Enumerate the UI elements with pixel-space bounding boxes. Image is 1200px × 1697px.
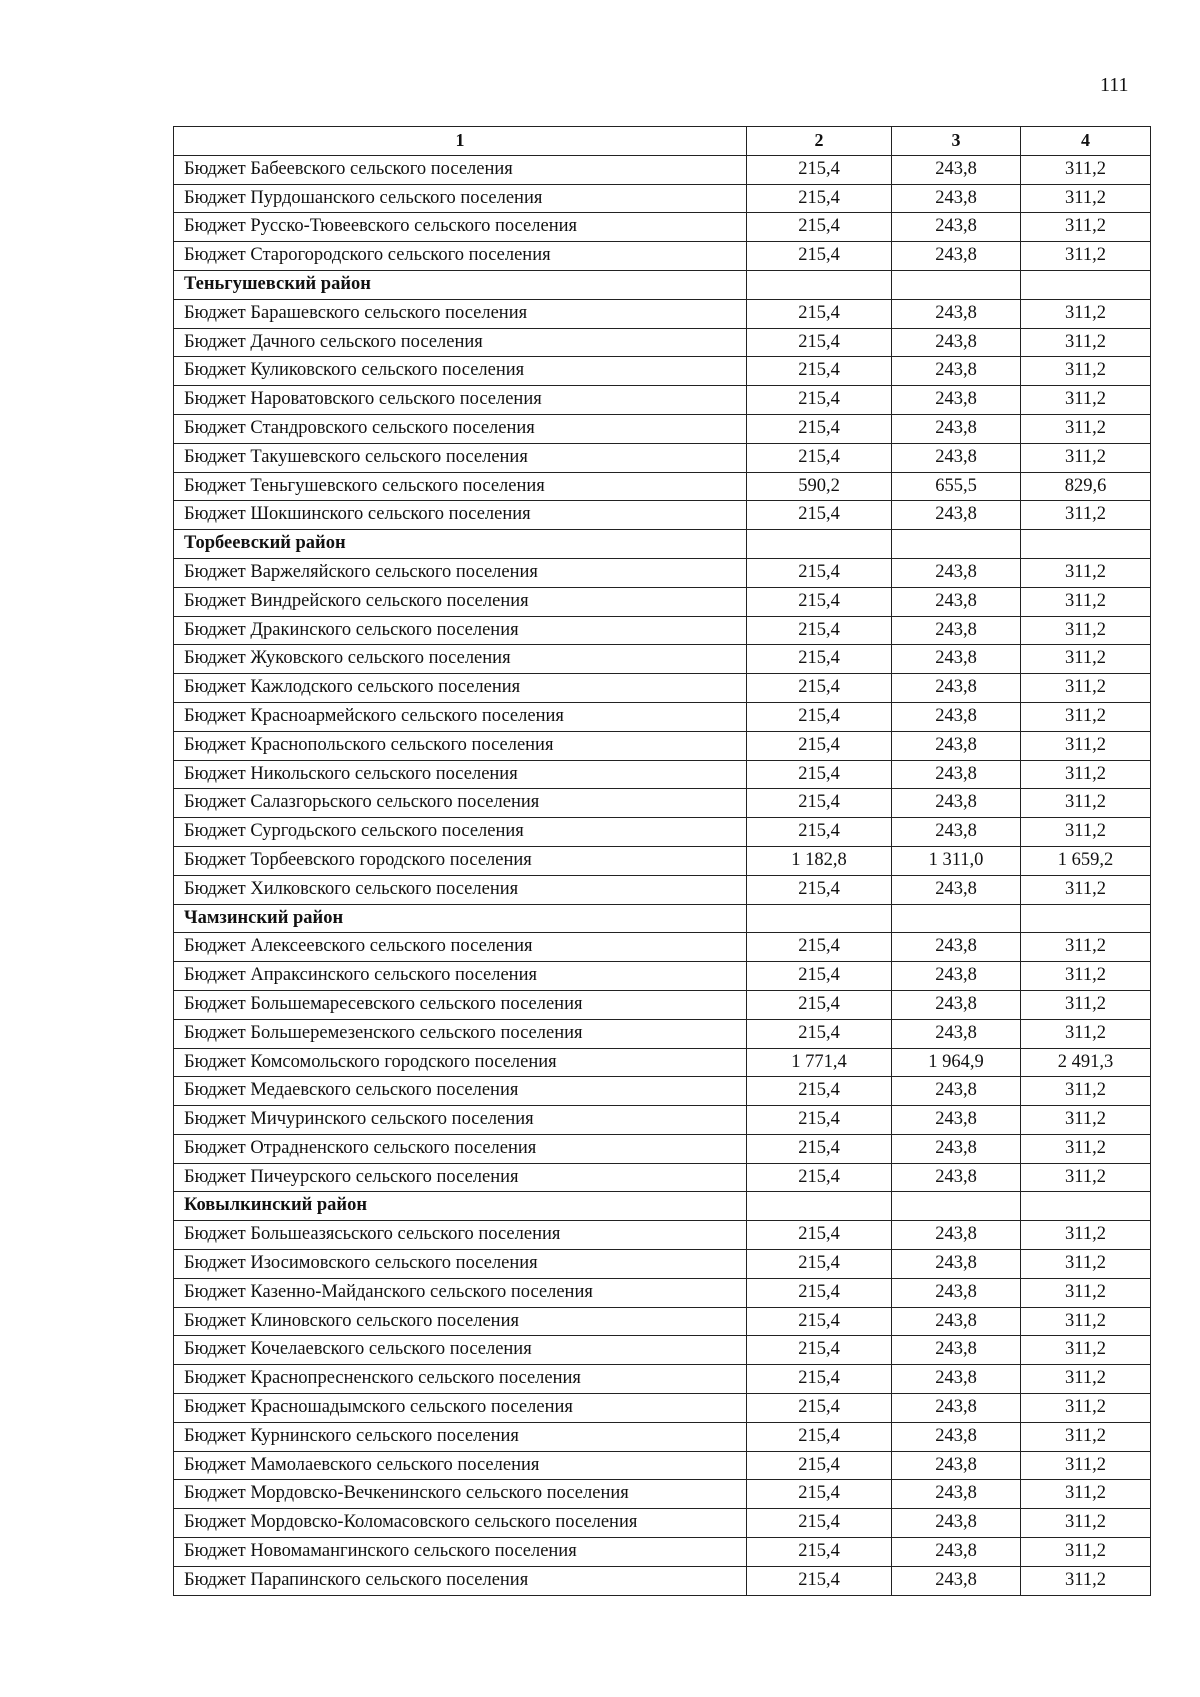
value-col-4-cell: 829,6 bbox=[1021, 472, 1151, 501]
table-row bbox=[174, 1250, 1151, 1279]
row-name-cell: Бюджет Старогородского сельского поселения bbox=[174, 242, 747, 271]
value-col-4-cell: 311,2 bbox=[1021, 1394, 1151, 1423]
value-col-2-cell bbox=[747, 904, 892, 933]
row-name-cell: Бюджет Комсомольского городского поселения bbox=[174, 1048, 747, 1077]
row-name-cell: Бюджет Казенно-Майданского сельского поселения bbox=[174, 1278, 747, 1307]
row-name-cell: Бюджет Дачного сельского поселения bbox=[174, 328, 747, 357]
table-row bbox=[174, 674, 1151, 703]
value-col-3-cell: 243,8 bbox=[892, 1336, 1021, 1365]
column-header-2: 2 bbox=[747, 127, 892, 156]
table-row bbox=[174, 1221, 1151, 1250]
value-col-2-cell: 215,4 bbox=[747, 242, 892, 271]
value-col-4-cell: 311,2 bbox=[1021, 242, 1151, 271]
value-col-3-cell: 655,5 bbox=[892, 472, 1021, 501]
value-col-3-cell: 243,8 bbox=[892, 299, 1021, 328]
table-row bbox=[174, 990, 1151, 1019]
value-col-2-cell: 1 182,8 bbox=[747, 846, 892, 875]
table-row bbox=[174, 357, 1151, 386]
value-col-3-cell: 243,8 bbox=[892, 501, 1021, 530]
value-col-4-cell: 311,2 bbox=[1021, 1250, 1151, 1279]
row-name-cell: Бюджет Хилковского сельского поселения bbox=[174, 875, 747, 904]
row-name-cell: Бюджет Изосимовского сельского поселения bbox=[174, 1250, 747, 1279]
value-col-3-cell bbox=[892, 530, 1021, 559]
table-row bbox=[174, 1077, 1151, 1106]
table-row bbox=[174, 242, 1151, 271]
value-col-4-cell bbox=[1021, 270, 1151, 299]
value-col-2-cell: 215,4 bbox=[747, 875, 892, 904]
value-col-4-cell: 311,2 bbox=[1021, 962, 1151, 991]
value-col-2-cell: 215,4 bbox=[747, 616, 892, 645]
table-row bbox=[174, 443, 1151, 472]
table-row bbox=[174, 1451, 1151, 1480]
value-col-2-cell: 215,4 bbox=[747, 1566, 892, 1595]
value-col-4-cell: 311,2 bbox=[1021, 789, 1151, 818]
budget-table bbox=[173, 126, 1151, 1596]
table-row bbox=[174, 213, 1151, 242]
row-name-cell: Бюджет Такушевского сельского поселения bbox=[174, 443, 747, 472]
value-col-4-cell: 311,2 bbox=[1021, 1538, 1151, 1567]
table-row bbox=[174, 731, 1151, 760]
value-col-3-cell: 243,8 bbox=[892, 1106, 1021, 1135]
table-row bbox=[174, 933, 1151, 962]
value-col-2-cell: 215,4 bbox=[747, 1394, 892, 1423]
table-row bbox=[174, 299, 1151, 328]
table-row bbox=[174, 1134, 1151, 1163]
row-name-cell: Торбеевский район bbox=[174, 530, 747, 559]
table-row bbox=[174, 328, 1151, 357]
value-col-2-cell: 215,4 bbox=[747, 1077, 892, 1106]
table-row bbox=[174, 1566, 1151, 1595]
value-col-3-cell: 243,8 bbox=[892, 1307, 1021, 1336]
value-col-2-cell: 215,4 bbox=[747, 328, 892, 357]
row-name-cell: Бюджет Мордовско-Вечкенинского сельского поселения bbox=[174, 1480, 747, 1509]
value-col-2-cell: 215,4 bbox=[747, 789, 892, 818]
value-col-3-cell: 243,8 bbox=[892, 1394, 1021, 1423]
value-col-4-cell: 311,2 bbox=[1021, 1336, 1151, 1365]
value-col-2-cell: 215,4 bbox=[747, 760, 892, 789]
value-col-4-cell: 311,2 bbox=[1021, 299, 1151, 328]
value-col-3-cell: 243,8 bbox=[892, 1163, 1021, 1192]
value-col-3-cell: 243,8 bbox=[892, 1480, 1021, 1509]
district-heading-row bbox=[174, 1192, 1151, 1221]
value-col-4-cell: 311,2 bbox=[1021, 875, 1151, 904]
value-col-2-cell: 215,4 bbox=[747, 990, 892, 1019]
value-col-4-cell: 311,2 bbox=[1021, 702, 1151, 731]
table-row bbox=[174, 1336, 1151, 1365]
value-col-2-cell: 215,4 bbox=[747, 818, 892, 847]
row-name-cell: Бюджет Мамолаевского сельского поселения bbox=[174, 1451, 747, 1480]
table-row bbox=[174, 789, 1151, 818]
value-col-3-cell: 243,8 bbox=[892, 1422, 1021, 1451]
value-col-2-cell: 215,4 bbox=[747, 1509, 892, 1538]
row-name-cell: Бюджет Большемаресевского сельского поселения bbox=[174, 990, 747, 1019]
value-col-3-cell: 243,8 bbox=[892, 1250, 1021, 1279]
table-row bbox=[174, 1480, 1151, 1509]
value-col-3-cell: 243,8 bbox=[892, 558, 1021, 587]
column-header-4: 4 bbox=[1021, 127, 1151, 156]
table-row bbox=[174, 558, 1151, 587]
value-col-4-cell: 311,2 bbox=[1021, 990, 1151, 1019]
row-name-cell: Бюджет Курнинского сельского поселения bbox=[174, 1422, 747, 1451]
value-col-3-cell: 243,8 bbox=[892, 760, 1021, 789]
row-name-cell: Чамзинский район bbox=[174, 904, 747, 933]
value-col-3-cell: 243,8 bbox=[892, 616, 1021, 645]
row-name-cell: Бюджет Клиновского сельского поселения bbox=[174, 1307, 747, 1336]
value-col-3-cell: 243,8 bbox=[892, 1365, 1021, 1394]
value-col-3-cell bbox=[892, 270, 1021, 299]
value-col-2-cell: 215,4 bbox=[747, 1538, 892, 1567]
value-col-4-cell: 311,2 bbox=[1021, 386, 1151, 415]
table-row bbox=[174, 760, 1151, 789]
row-name-cell: Бюджет Стандровского сельского поселения bbox=[174, 414, 747, 443]
row-name-cell: Бюджет Медаевского сельского поселения bbox=[174, 1077, 747, 1106]
value-col-3-cell: 243,8 bbox=[892, 213, 1021, 242]
row-name-cell: Бюджет Бабеевского сельского поселения bbox=[174, 155, 747, 184]
value-col-3-cell: 243,8 bbox=[892, 674, 1021, 703]
table-row bbox=[174, 1509, 1151, 1538]
row-name-cell: Бюджет Жуковского сельского поселения bbox=[174, 645, 747, 674]
table-row bbox=[174, 184, 1151, 213]
value-col-2-cell: 215,4 bbox=[747, 587, 892, 616]
value-col-3-cell: 243,8 bbox=[892, 1509, 1021, 1538]
row-name-cell: Бюджет Салазгорьского сельского поселения bbox=[174, 789, 747, 818]
value-col-3-cell: 243,8 bbox=[892, 328, 1021, 357]
value-col-2-cell bbox=[747, 270, 892, 299]
table-row bbox=[174, 818, 1151, 847]
value-col-4-cell: 311,2 bbox=[1021, 933, 1151, 962]
value-col-3-cell: 243,8 bbox=[892, 1278, 1021, 1307]
row-name-cell: Бюджет Апраксинского сельского поселения bbox=[174, 962, 747, 991]
row-name-cell: Бюджет Виндрейского сельского поселения bbox=[174, 587, 747, 616]
value-col-4-cell: 311,2 bbox=[1021, 414, 1151, 443]
value-col-2-cell bbox=[747, 530, 892, 559]
value-col-4-cell: 311,2 bbox=[1021, 1163, 1151, 1192]
row-name-cell: Бюджет Мичуринского сельского поселения bbox=[174, 1106, 747, 1135]
value-col-3-cell: 243,8 bbox=[892, 1451, 1021, 1480]
value-col-2-cell: 215,4 bbox=[747, 962, 892, 991]
table-row bbox=[174, 1394, 1151, 1423]
table-row bbox=[174, 472, 1151, 501]
value-col-3-cell: 243,8 bbox=[892, 414, 1021, 443]
value-col-4-cell: 311,2 bbox=[1021, 1566, 1151, 1595]
row-name-cell: Бюджет Торбеевского городского поселения bbox=[174, 846, 747, 875]
value-col-4-cell: 311,2 bbox=[1021, 1278, 1151, 1307]
table-row bbox=[174, 1538, 1151, 1567]
row-name-cell: Бюджет Кочелаевского сельского поселения bbox=[174, 1336, 747, 1365]
table-row bbox=[174, 1048, 1151, 1077]
value-col-3-cell bbox=[892, 904, 1021, 933]
row-name-cell: Ковылкинский район bbox=[174, 1192, 747, 1221]
value-col-4-cell: 311,2 bbox=[1021, 1451, 1151, 1480]
table-row bbox=[174, 645, 1151, 674]
value-col-4-cell: 311,2 bbox=[1021, 731, 1151, 760]
page-number: 111 bbox=[1100, 74, 1129, 96]
value-col-3-cell: 243,8 bbox=[892, 242, 1021, 271]
row-name-cell: Бюджет Мордовско-Коломасовского сельского поселения bbox=[174, 1509, 747, 1538]
value-col-3-cell: 243,8 bbox=[892, 1019, 1021, 1048]
row-name-cell: Бюджет Парапинского сельского поселения bbox=[174, 1566, 747, 1595]
value-col-4-cell: 311,2 bbox=[1021, 645, 1151, 674]
value-col-4-cell: 311,2 bbox=[1021, 587, 1151, 616]
value-col-4-cell: 311,2 bbox=[1021, 1480, 1151, 1509]
district-heading-row bbox=[174, 270, 1151, 299]
value-col-2-cell: 215,4 bbox=[747, 213, 892, 242]
row-name-cell: Бюджет Краснопресненского сельского поселения bbox=[174, 1365, 747, 1394]
table-row bbox=[174, 1278, 1151, 1307]
row-name-cell: Бюджет Сургодьского сельского поселения bbox=[174, 818, 747, 847]
value-col-4-cell: 311,2 bbox=[1021, 1509, 1151, 1538]
row-name-cell: Бюджет Варжеляйского сельского поселения bbox=[174, 558, 747, 587]
value-col-3-cell: 243,8 bbox=[892, 962, 1021, 991]
table-row bbox=[174, 1307, 1151, 1336]
value-col-2-cell: 215,4 bbox=[747, 501, 892, 530]
value-col-2-cell: 215,4 bbox=[747, 386, 892, 415]
value-col-4-cell: 311,2 bbox=[1021, 1307, 1151, 1336]
value-col-2-cell: 215,4 bbox=[747, 1307, 892, 1336]
value-col-3-cell: 243,8 bbox=[892, 1566, 1021, 1595]
value-col-3-cell: 243,8 bbox=[892, 789, 1021, 818]
row-name-cell: Бюджет Русско-Тювеевского сельского поселения bbox=[174, 213, 747, 242]
table-row bbox=[174, 587, 1151, 616]
value-col-3-cell: 243,8 bbox=[892, 1077, 1021, 1106]
value-col-2-cell: 215,4 bbox=[747, 1019, 892, 1048]
value-col-2-cell bbox=[747, 1192, 892, 1221]
value-col-2-cell: 590,2 bbox=[747, 472, 892, 501]
value-col-2-cell: 215,4 bbox=[747, 184, 892, 213]
value-col-2-cell: 215,4 bbox=[747, 155, 892, 184]
value-col-2-cell: 215,4 bbox=[747, 1336, 892, 1365]
value-col-2-cell: 215,4 bbox=[747, 558, 892, 587]
value-col-4-cell: 311,2 bbox=[1021, 213, 1151, 242]
row-name-cell: Бюджет Пурдошанского сельского поселения bbox=[174, 184, 747, 213]
value-col-4-cell: 311,2 bbox=[1021, 1077, 1151, 1106]
table-row bbox=[174, 702, 1151, 731]
value-col-4-cell: 311,2 bbox=[1021, 357, 1151, 386]
value-col-4-cell: 311,2 bbox=[1021, 501, 1151, 530]
value-col-4-cell: 311,2 bbox=[1021, 1221, 1151, 1250]
value-col-4-cell: 311,2 bbox=[1021, 760, 1151, 789]
row-name-cell: Бюджет Нароватовского сельского поселения bbox=[174, 386, 747, 415]
value-col-2-cell: 215,4 bbox=[747, 357, 892, 386]
value-col-2-cell: 215,4 bbox=[747, 443, 892, 472]
row-name-cell: Бюджет Новомамангинского сельского поселения bbox=[174, 1538, 747, 1567]
row-name-cell: Бюджет Никольского сельского поселения bbox=[174, 760, 747, 789]
row-name-cell: Теньгушевский район bbox=[174, 270, 747, 299]
table-body bbox=[174, 155, 1151, 1595]
table-row bbox=[174, 1019, 1151, 1048]
value-col-3-cell bbox=[892, 1192, 1021, 1221]
value-col-4-cell: 311,2 bbox=[1021, 328, 1151, 357]
row-name-cell: Бюджет Большеазясьского сельского поселения bbox=[174, 1221, 747, 1250]
table-row bbox=[174, 1365, 1151, 1394]
row-name-cell: Бюджет Теньгушевского сельского поселения bbox=[174, 472, 747, 501]
value-col-3-cell: 1 311,0 bbox=[892, 846, 1021, 875]
table-row bbox=[174, 846, 1151, 875]
value-col-4-cell bbox=[1021, 1192, 1151, 1221]
value-col-2-cell: 215,4 bbox=[747, 1163, 892, 1192]
value-col-3-cell: 243,8 bbox=[892, 357, 1021, 386]
value-col-4-cell: 311,2 bbox=[1021, 674, 1151, 703]
value-col-2-cell: 215,4 bbox=[747, 731, 892, 760]
value-col-4-cell: 311,2 bbox=[1021, 558, 1151, 587]
value-col-2-cell: 215,4 bbox=[747, 414, 892, 443]
value-col-3-cell: 243,8 bbox=[892, 386, 1021, 415]
table-row bbox=[174, 1106, 1151, 1135]
value-col-2-cell: 215,4 bbox=[747, 1221, 892, 1250]
value-col-3-cell: 243,8 bbox=[892, 990, 1021, 1019]
value-col-4-cell: 2 491,3 bbox=[1021, 1048, 1151, 1077]
district-heading-row bbox=[174, 530, 1151, 559]
value-col-3-cell: 243,8 bbox=[892, 1538, 1021, 1567]
header-row bbox=[174, 127, 1151, 156]
value-col-2-cell: 215,4 bbox=[747, 1250, 892, 1279]
value-col-3-cell: 243,8 bbox=[892, 702, 1021, 731]
value-col-2-cell: 215,4 bbox=[747, 933, 892, 962]
value-col-2-cell: 215,4 bbox=[747, 1134, 892, 1163]
row-name-cell: Бюджет Отрадненского сельского поселения bbox=[174, 1134, 747, 1163]
value-col-4-cell: 311,2 bbox=[1021, 443, 1151, 472]
value-col-2-cell: 215,4 bbox=[747, 1451, 892, 1480]
row-name-cell: Бюджет Барашевского сельского поселения bbox=[174, 299, 747, 328]
value-col-2-cell: 215,4 bbox=[747, 674, 892, 703]
value-col-3-cell: 243,8 bbox=[892, 587, 1021, 616]
row-name-cell: Бюджет Кажлодского сельского поселения bbox=[174, 674, 747, 703]
table-row bbox=[174, 155, 1151, 184]
value-col-2-cell: 215,4 bbox=[747, 1480, 892, 1509]
table-row bbox=[174, 1163, 1151, 1192]
table-row bbox=[174, 501, 1151, 530]
value-col-3-cell: 243,8 bbox=[892, 818, 1021, 847]
row-name-cell: Бюджет Большеремезенского сельского поселения bbox=[174, 1019, 747, 1048]
value-col-4-cell: 311,2 bbox=[1021, 1019, 1151, 1048]
value-col-4-cell: 311,2 bbox=[1021, 818, 1151, 847]
table-row bbox=[174, 1422, 1151, 1451]
value-col-3-cell: 243,8 bbox=[892, 731, 1021, 760]
row-name-cell: Бюджет Красноармейского сельского поселения bbox=[174, 702, 747, 731]
value-col-4-cell bbox=[1021, 530, 1151, 559]
value-col-4-cell bbox=[1021, 904, 1151, 933]
value-col-3-cell: 243,8 bbox=[892, 155, 1021, 184]
value-col-2-cell: 215,4 bbox=[747, 1278, 892, 1307]
value-col-2-cell: 215,4 bbox=[747, 1365, 892, 1394]
row-name-cell: Бюджет Пичеурского сельского поселения bbox=[174, 1163, 747, 1192]
value-col-3-cell: 243,8 bbox=[892, 875, 1021, 904]
value-col-3-cell: 1 964,9 bbox=[892, 1048, 1021, 1077]
table-row bbox=[174, 962, 1151, 991]
table-row bbox=[174, 616, 1151, 645]
row-name-cell: Бюджет Краснопольского сельского поселения bbox=[174, 731, 747, 760]
table-row bbox=[174, 414, 1151, 443]
column-header-1: 1 bbox=[174, 127, 747, 156]
row-name-cell: Бюджет Шокшинского сельского поселения bbox=[174, 501, 747, 530]
value-col-2-cell: 215,4 bbox=[747, 1106, 892, 1135]
row-name-cell: Бюджет Дракинского сельского поселения bbox=[174, 616, 747, 645]
value-col-4-cell: 311,2 bbox=[1021, 1134, 1151, 1163]
row-name-cell: Бюджет Алексеевского сельского поселения bbox=[174, 933, 747, 962]
value-col-3-cell: 243,8 bbox=[892, 933, 1021, 962]
value-col-3-cell: 243,8 bbox=[892, 1221, 1021, 1250]
value-col-2-cell: 1 771,4 bbox=[747, 1048, 892, 1077]
value-col-2-cell: 215,4 bbox=[747, 299, 892, 328]
table-row bbox=[174, 386, 1151, 415]
value-col-4-cell: 311,2 bbox=[1021, 1422, 1151, 1451]
value-col-2-cell: 215,4 bbox=[747, 645, 892, 674]
district-heading-row bbox=[174, 904, 1151, 933]
value-col-2-cell: 215,4 bbox=[747, 1422, 892, 1451]
table-row bbox=[174, 875, 1151, 904]
value-col-4-cell: 1 659,2 bbox=[1021, 846, 1151, 875]
value-col-3-cell: 243,8 bbox=[892, 443, 1021, 472]
value-col-2-cell: 215,4 bbox=[747, 702, 892, 731]
value-col-4-cell: 311,2 bbox=[1021, 1365, 1151, 1394]
value-col-3-cell: 243,8 bbox=[892, 645, 1021, 674]
value-col-4-cell: 311,2 bbox=[1021, 1106, 1151, 1135]
value-col-3-cell: 243,8 bbox=[892, 184, 1021, 213]
value-col-4-cell: 311,2 bbox=[1021, 184, 1151, 213]
value-col-4-cell: 311,2 bbox=[1021, 616, 1151, 645]
column-header-3: 3 bbox=[892, 127, 1021, 156]
row-name-cell: Бюджет Куликовского сельского поселения bbox=[174, 357, 747, 386]
value-col-3-cell: 243,8 bbox=[892, 1134, 1021, 1163]
row-name-cell: Бюджет Красношадымского сельского поселения bbox=[174, 1394, 747, 1423]
value-col-4-cell: 311,2 bbox=[1021, 155, 1151, 184]
